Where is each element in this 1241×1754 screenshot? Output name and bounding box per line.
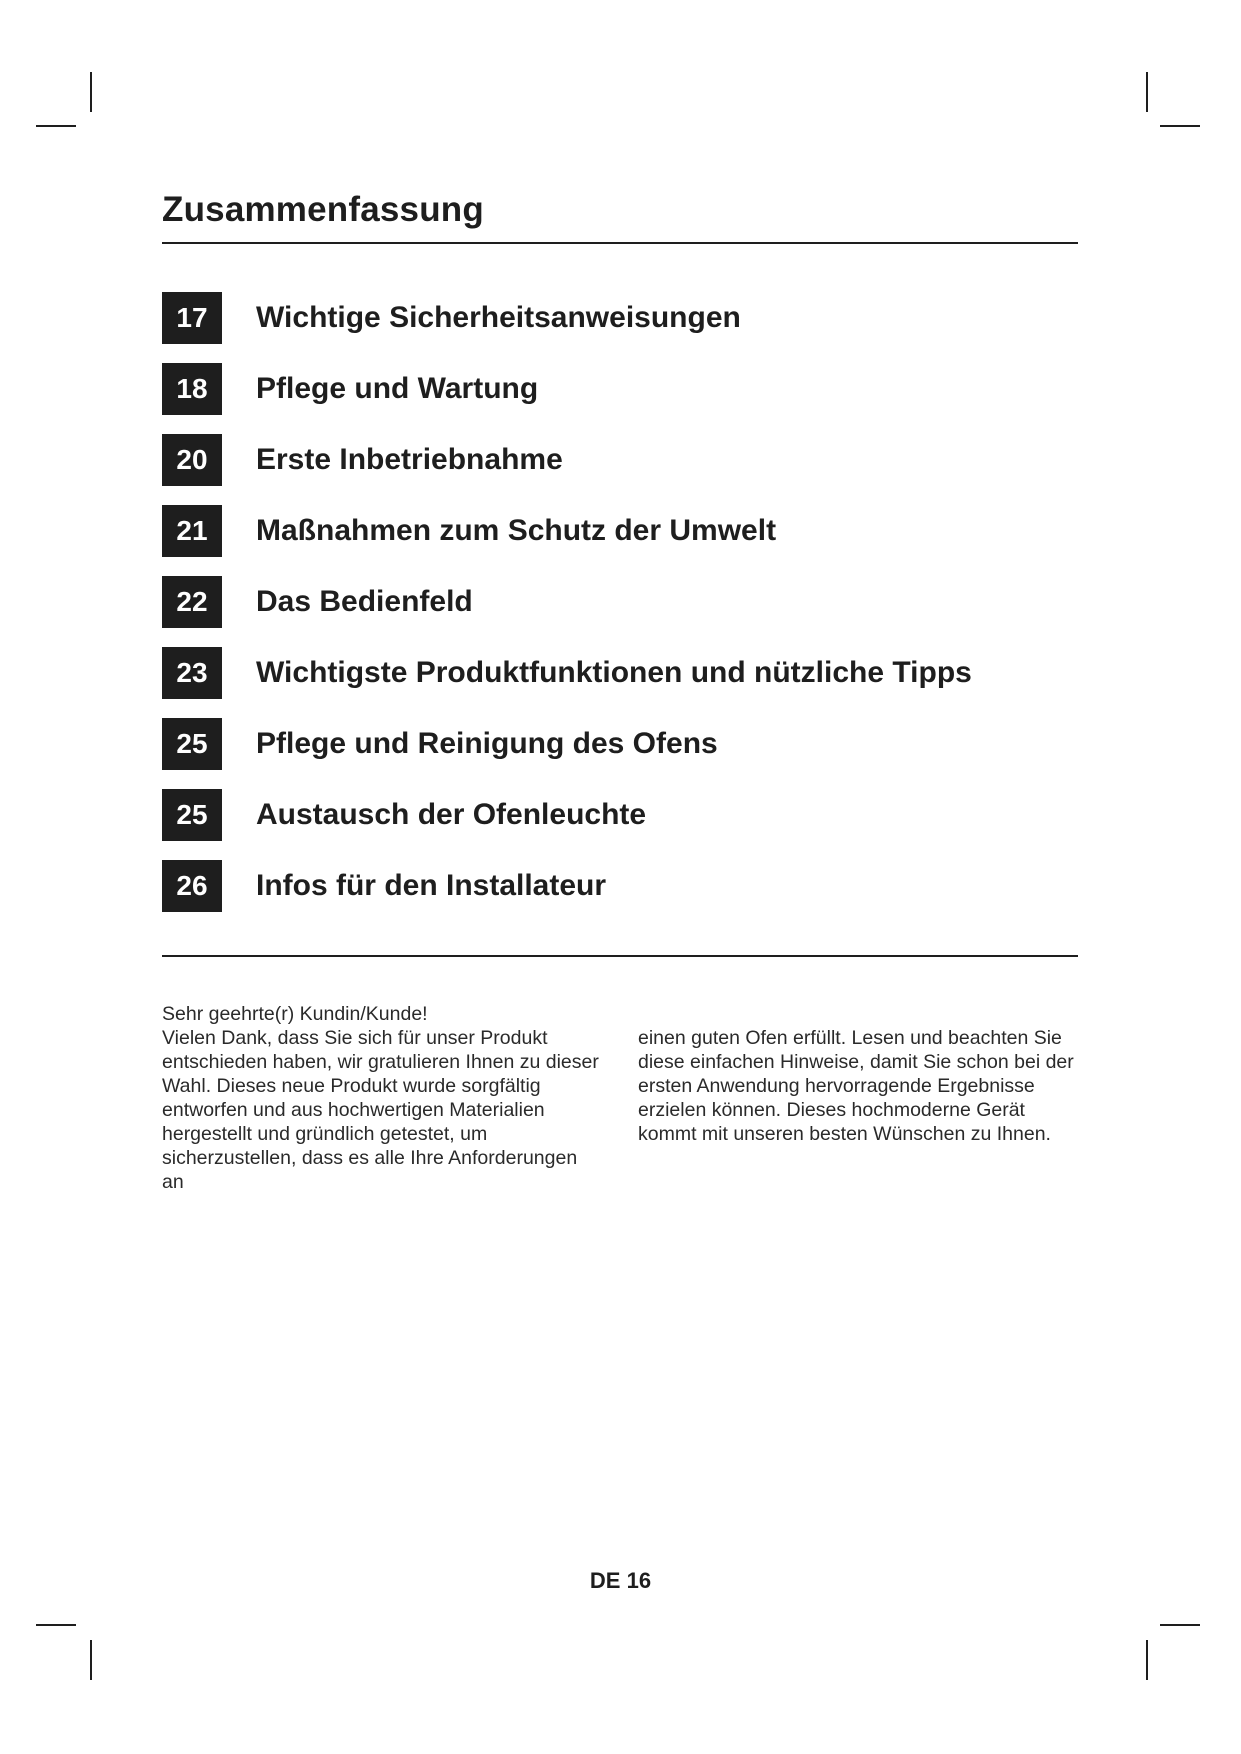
- toc-entry-label: Erste Inbetriebnahme: [256, 442, 563, 476]
- toc-page-number: 23: [162, 647, 222, 699]
- toc-page-number: 26: [162, 860, 222, 912]
- crop-mark: [36, 125, 76, 127]
- toc-entry-label: Infos für den Installateur: [256, 868, 607, 902]
- toc-entry[interactable]: [162, 282, 1078, 353]
- crop-mark: [90, 1640, 92, 1680]
- toc-entry-label: Das Bedienfeld: [256, 584, 473, 618]
- toc-entry-label: Pflege und Wartung: [256, 371, 539, 405]
- toc-page-number: 25: [162, 789, 222, 841]
- table-of-contents: [162, 282, 1078, 921]
- intro-column-right: [638, 1002, 1078, 1194]
- intro-paragraph-left: Vielen Dank, dass Sie sich für unser Produkt entschieden haben, wir gratulieren Ihnen zu dieser Wahl. Dieses neue Produkt wurde sorgfältig entworfen und aus hochwertigen Materialien hergestellt und gründlich getestet, um sicherzustellen, dass es alle Ihre Anforderungen an: [162, 1027, 599, 1193]
- toc-page-number: 17: [162, 292, 222, 344]
- toc-entry[interactable]: [162, 637, 1078, 708]
- toc-entry[interactable]: [162, 708, 1078, 779]
- page-number: DE 16: [589, 1568, 652, 1593]
- toc-entry-label: Austausch der Ofenleuchte: [256, 797, 647, 831]
- toc-page-number: 18: [162, 363, 222, 415]
- toc-entry[interactable]: [162, 495, 1078, 566]
- crop-mark: [90, 72, 92, 112]
- toc-page-number: 22: [162, 576, 222, 628]
- toc-entry-label: Wichtigste Produktfunktionen und nützliche Tipps: [256, 655, 972, 689]
- toc-entry[interactable]: [162, 353, 1078, 424]
- greeting: Sehr geehrte(r) Kundin/Kunde!: [162, 1003, 428, 1025]
- toc-entry[interactable]: [162, 850, 1078, 921]
- crop-mark: [1160, 125, 1200, 127]
- toc-entry[interactable]: [162, 566, 1078, 637]
- toc-page-number: 21: [162, 505, 222, 557]
- page-title: Zusammenfassung: [162, 190, 484, 229]
- toc-entry-label: Maßnahmen zum Schutz der Umwelt: [256, 513, 777, 547]
- toc-page-number: 25: [162, 718, 222, 770]
- crop-mark: [1160, 1624, 1200, 1626]
- crop-mark: [1146, 72, 1148, 112]
- intro-paragraph-right: einen guten Ofen erfüllt. Lesen und beachten Sie diese einfachen Hinweise, damit Sie schon bei der ersten Anwendung hervorragende Ergebnisse erzielen können. Dieses hochmoderne Gerät kommt mit unseren besten Wünschen zu Ihnen.: [638, 1027, 1074, 1145]
- toc-entry[interactable]: [162, 779, 1078, 850]
- crop-mark: [36, 1624, 76, 1626]
- toc-divider: [162, 955, 1078, 957]
- toc-entry-label: Pflege und Reinigung des Ofens: [256, 726, 718, 760]
- toc-entry[interactable]: [162, 424, 1078, 495]
- toc-page-number: 20: [162, 434, 222, 486]
- toc-entry-label: Wichtige Sicherheitsanweisungen: [256, 300, 741, 334]
- intro-text: [162, 1002, 1078, 1194]
- intro-column-left: [162, 1002, 602, 1194]
- crop-mark: [1146, 1640, 1148, 1680]
- title-divider: [162, 242, 1078, 244]
